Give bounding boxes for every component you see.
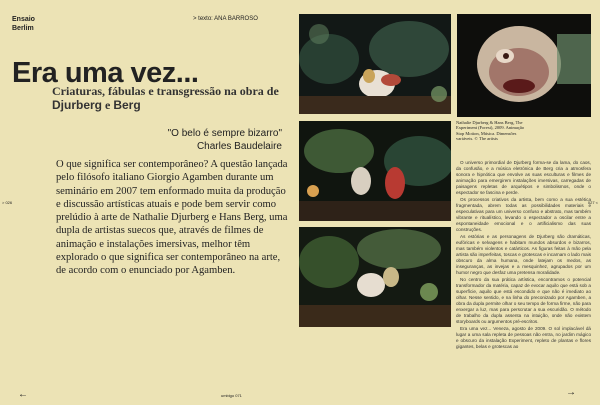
section-city: Berlim bbox=[12, 25, 34, 32]
creature-closeup-scene bbox=[457, 14, 591, 117]
body-paragraph: As estórias e as personagens de Djurberg são dramáticas, eufóricas e selvagens e habitam mundos absurdos e bizarros, mas também violentos e catárticos. As figuras feitas à mão pela artista são imperfeitas, toscas e grotescas e incarnam o lado mais obscuro da alma humana, onde latejam os medos, as inseguranças, as invejas e a mesquinhez, agrupados por um humor negro que desfaz uma pretensa moralidade. bbox=[456, 234, 591, 275]
article-title: Era uma vez... bbox=[12, 57, 199, 89]
arrow-left-icon[interactable]: ← bbox=[18, 389, 28, 400]
subtitle-connector: e bbox=[102, 98, 114, 112]
lead-paragraph: O que significa ser contemporâneo? A questão lançada pelo filósofo italiano Giorgio Agamben durante um seminário em 2007 tem enformado muita da produção e discussão artísticas atuais e pode bem servir como prelúdio à arte de Nathalie Djurberg e Hans Berg, uma dupla de artistas suecos que, através de filmes de animação e instalações imersivas, melhor têm explorado o que significa ser contemporâneo na arte, de acordo com o enunciado por Agamben. bbox=[56, 159, 288, 277]
body-text bbox=[456, 160, 591, 351]
quote-author: Charles Baudelaire bbox=[196, 141, 282, 152]
body-paragraph: Era uma vez... Veneza, agosto de 2009. O sol implacável dá lugar a uma sala repleta de pessoas não entra, no jardim mágico e obscuro da instalação Experiment, repleto de plantas e flores gigantes, belas e grotescas ao bbox=[456, 326, 591, 349]
article-subtitle bbox=[52, 84, 284, 112]
subtitle-text: Criaturas, fábulas e transgressão na obra de bbox=[52, 84, 279, 98]
page-number-left: > 026 bbox=[2, 200, 13, 205]
section-name: Ensaio bbox=[12, 16, 35, 23]
photo-creature-closeup bbox=[457, 14, 591, 117]
arrow-right-icon[interactable]: → bbox=[566, 387, 576, 398]
body-paragraph: O universo primordial de Djurberg forma-se da lama, do caos, da confusão, e a música eletrónica de Berg cria a atmosfera sonora e hipnótica que envolve as suas esculturas e filmes de animação para emergirem instalações imersivas, carregadas de paisagens repletas de arquétipos e simbolismos, onde o espectador se fascina e perde. bbox=[456, 160, 591, 195]
body-paragraph: No centro da sua prática artística, encontramos o potencial transformador da matéria, capaz de evocar aquilo que está sob a superfície, aquilo que está escondido e que não é imediato ao olhar. Nesse sentido, e na linha do preconizado por Agamben, a obra da dupla permite olhar o seu tempo de forma firme, não para enxergar a luz, mas para perscrutar a sua escuridão. O método de trabalho da dupla assenta na intuição, onde não existem storyboards ou argumentos pré-escritos. bbox=[456, 277, 591, 324]
forest-middle-scene bbox=[299, 121, 451, 221]
body-paragraph: Os processos criativos da artista, bem como a sua estética fragmentada, abrem todas as possibilidades materiais e especulativas para um universo confuso e abstrato, mas também vibrante e ritualístico, levando o espectador a oscilar entre a espontaneidade emocional e o artificialismo das suas construções. bbox=[456, 197, 591, 232]
epigraph bbox=[120, 127, 282, 153]
quote-text: "O belo é sempre bizarro" bbox=[167, 128, 282, 139]
photo-forest-top bbox=[299, 14, 451, 114]
subtitle-artist-1: Djurberg bbox=[52, 98, 103, 112]
byline: > texto: ANA BARROSO bbox=[193, 16, 258, 22]
photo-forest-bottom bbox=[299, 227, 451, 327]
forest-bottom-scene bbox=[299, 227, 451, 327]
footer-left: umbigo 071 bbox=[221, 393, 242, 398]
photo-forest-middle bbox=[299, 121, 451, 221]
page-number-right: 027 < bbox=[587, 200, 598, 205]
photo-caption: Nathalie Djurberg & Hans Berg, The Experiment (Forest), 2009. Animação Stop Motion, Música. Dimensões variáveis. © The artists bbox=[456, 120, 525, 142]
section-label bbox=[12, 15, 35, 33]
forest-top-scene bbox=[299, 14, 451, 114]
subtitle-artist-2: Berg bbox=[113, 98, 141, 112]
